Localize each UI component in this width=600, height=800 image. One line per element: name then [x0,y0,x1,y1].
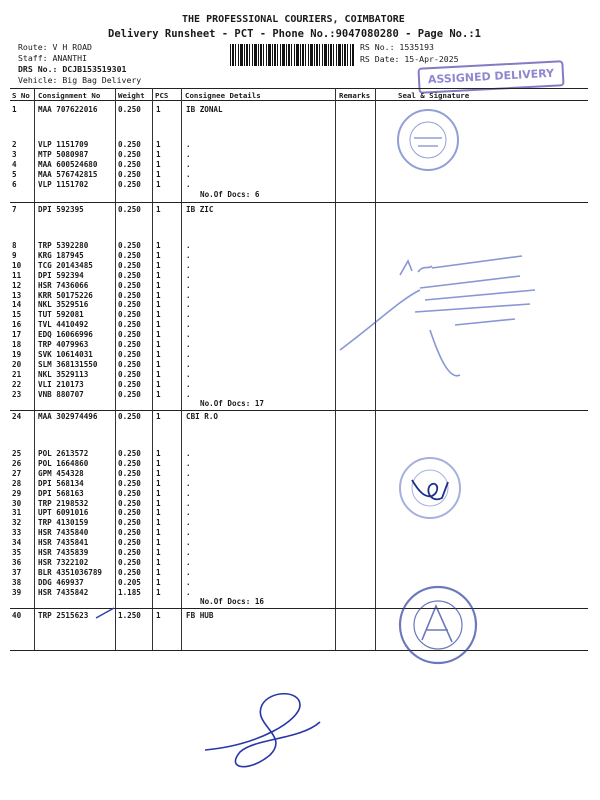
row-consignment-no: DPI 568163 [38,488,84,498]
col-header-remarks: Remarks [339,91,371,100]
row-consignee-dot: . [186,577,191,587]
row-consignment-no: TRP 4079963 [38,340,89,349]
row-consignee-dot: . [186,548,191,557]
row-consignment-no: TRP 5392280 [38,241,89,250]
row-pcs: 1 [156,340,161,349]
row-sno: 22 [12,379,22,389]
row-consignee-dot: . [186,528,191,538]
row-consignment-no: NKL 3529113 [38,369,89,379]
row-consignee-dot: . [186,488,191,498]
row-consignee: IB ZIC [186,205,214,214]
row-consignee-dot: . [186,280,191,290]
row-consignee-dot: . [186,518,191,528]
row-weight: 0.250 [118,270,141,280]
bottom-signature [205,694,320,767]
row-consignment-no: TRP 2198532 [38,498,89,508]
row-sno: 20 [12,359,22,369]
row-sno: 28 [12,478,22,488]
row-sno: 5 [12,169,17,179]
row-sno: 1 [12,105,17,114]
row-weight: 0.250 [118,140,141,149]
row-consignment-no: DPI 592394 [38,270,84,280]
row-pcs: 1 [156,359,161,369]
row-consignee-dot: . [186,508,191,518]
runsheet-subtitle: Delivery Runsheet - PCT - Phone No.:9047080280 - Page No.:1 [108,28,481,40]
row-pcs: 1 [156,349,161,359]
row-consignment-no: KRR 50175226 [38,290,93,300]
col-header-sno: S No [12,91,30,100]
row-consignee-dot: . [186,449,191,458]
group-docs-count: No.Of Docs: 6 [200,190,260,199]
row-consignment-no: POL 1664860 [38,458,89,468]
row-sno: 10 [12,260,22,270]
row-consignment-no: MAA 600524680 [38,159,98,169]
row-consignee-dot: . [186,310,191,320]
row-consignment-no: TRP 4130159 [38,518,89,528]
row-sno: 27 [12,468,22,478]
row-weight: 0.250 [118,340,141,349]
row-consignee-dot: . [186,260,191,270]
row-consignment-no: NKL 3529516 [38,300,89,310]
row-sno: 3 [12,149,17,159]
row-consignee-dot: . [186,140,191,149]
row-pcs: 1 [156,412,161,421]
col-header-consignee: Consignee Details [185,91,261,100]
row-weight: 1.250 [118,611,141,620]
row-consignee-dot: . [186,359,191,369]
row-pcs: 1 [156,528,161,538]
row-pcs: 1 [156,205,161,214]
row-weight: 0.250 [118,478,141,488]
row-consignment-no: DPI 592395 [38,205,84,214]
row-pcs: 1 [156,140,161,149]
row-sno: 9 [12,250,17,260]
row-sno: 31 [12,508,22,518]
row-consignment-no: POL 2613572 [38,449,89,458]
row-sno: 2 [12,140,17,149]
row-sno: 25 [12,449,22,458]
row-sno: 8 [12,241,17,250]
row-consignment-no: HSR 7435840 [38,528,89,538]
row-pcs: 1 [156,149,161,159]
row-pcs: 1 [156,567,161,577]
row-pcs: 1 [156,105,161,114]
row-sno: 17 [12,330,22,340]
row-consignee-dot: . [186,159,191,169]
row-sno: 33 [12,528,22,538]
handwritten-tick [96,608,114,618]
row-sno: 35 [12,548,22,557]
row-sno: 32 [12,518,22,528]
row-consignee-dot: . [186,320,191,330]
row-weight: 0.250 [118,300,141,310]
row-consignment-no: VLI 210173 [38,379,84,389]
row-weight: 1.185 [118,587,141,597]
row-pcs: 1 [156,330,161,340]
row-weight: 0.250 [118,330,141,340]
row-pcs: 1 [156,270,161,280]
row-pcs: 1 [156,557,161,567]
row-consignment-no: TRP 2515623 [38,611,89,620]
row-sno: 36 [12,557,22,567]
row-sno: 12 [12,280,22,290]
drs-label: DRS No.: DCJB153519301 [18,64,127,74]
row-weight: 0.250 [118,557,141,567]
row-pcs: 1 [156,290,161,300]
company-title: THE PROFESSIONAL COURIERS, COIMBATORE [182,14,405,25]
row-weight: 0.250 [118,379,141,389]
row-pcs: 1 [156,320,161,330]
row-consignment-no: HSR 7435842 [38,587,89,597]
row-weight: 0.250 [118,149,141,159]
group-docs-count: No.Of Docs: 17 [200,399,265,408]
row-consignment-no: TVL 4410492 [38,320,89,330]
row-pcs: 1 [156,389,161,399]
row-sno: 40 [12,611,22,620]
row-consignee-dot: . [186,250,191,260]
staff-label: Staff: ANANTHI [18,53,88,63]
row-pcs: 1 [156,518,161,528]
row-consignment-no: HSR 7435839 [38,548,89,557]
row-pcs: 1 [156,508,161,518]
row-consignment-no: HSR 7435841 [38,538,89,548]
row-pcs: 1 [156,300,161,310]
row-weight: 0.250 [118,205,141,214]
row-sno: 26 [12,458,22,468]
rs-date: RS Date: 15-Apr-2025 [360,54,459,64]
row-sno: 4 [12,159,17,169]
row-pcs: 1 [156,280,161,290]
row-weight: 0.250 [118,241,141,250]
row-consignment-no: VLP 1151709 [38,140,89,149]
row-sno: 21 [12,369,22,379]
row-consignee: IB ZONAL [186,105,223,114]
row-consignment-no: DDG 469937 [38,577,84,587]
row-consignment-no: EDQ 16066996 [38,330,93,340]
row-weight: 0.250 [118,548,141,557]
row-weight: 0.250 [118,567,141,577]
signature-mark [412,480,448,499]
row-weight: 0.250 [118,389,141,399]
row-weight: 0.250 [118,105,141,114]
row-pcs: 1 [156,159,161,169]
row-weight: 0.250 [118,280,141,290]
col-header-seal: Seal & Signature [398,91,470,100]
row-sno: 7 [12,205,17,214]
row-weight: 0.205 [118,577,141,587]
vehicle-label: Vehicle: Big Bag Delivery [18,75,142,85]
row-weight: 0.250 [118,488,141,498]
col-header-consignment: Consignment No [38,91,101,100]
row-consignee-dot: . [186,300,191,310]
row-sno: 14 [12,300,22,310]
row-consignment-no: BLR 4351036789 [38,567,103,577]
bank-seal-stamp [398,110,458,170]
row-sno: 18 [12,340,22,349]
row-sno: 11 [12,270,22,280]
row-consignee-dot: . [186,369,191,379]
row-consignee-dot: . [186,290,191,300]
row-consignee-dot: . [186,587,191,597]
row-consignee: CBI R.O [186,412,219,421]
row-consignment-no: HSR 7322102 [38,557,89,567]
row-consignment-no: UPT 6091016 [38,508,89,518]
row-pcs: 1 [156,548,161,557]
row-consignment-no: HSR 7436066 [38,280,89,290]
row-consignment-no: TCG 20143485 [38,260,93,270]
row-consignment-no: KRG 187945 [38,250,84,260]
row-consignee-dot: . [186,149,191,159]
row-consignee: FB HUB [186,611,214,620]
row-consignee-dot: . [186,169,191,179]
row-consignee-dot: . [186,330,191,340]
col-header-pcs: PCS [155,91,169,100]
row-sno: 15 [12,310,22,320]
row-pcs: 1 [156,488,161,498]
row-consignment-no: MTP 5080987 [38,149,89,159]
row-pcs: 1 [156,260,161,270]
row-pcs: 1 [156,577,161,587]
row-pcs: 1 [156,587,161,597]
row-weight: 0.250 [118,359,141,369]
row-weight: 0.250 [118,179,141,189]
row-weight: 0.250 [118,458,141,468]
row-pcs: 1 [156,478,161,488]
row-consignee-dot: . [186,538,191,548]
row-weight: 0.250 [118,498,141,508]
row-weight: 0.250 [118,528,141,538]
row-pcs: 1 [156,458,161,468]
row-consignee-dot: . [186,478,191,488]
row-weight: 0.250 [118,159,141,169]
row-sno: 19 [12,349,22,359]
row-pcs: 1 [156,241,161,250]
row-sno: 24 [12,412,22,421]
row-sno: 23 [12,389,22,399]
row-consignee-dot: . [186,379,191,389]
row-consignee-dot: . [186,179,191,189]
group-docs-count: No.Of Docs: 16 [200,597,265,606]
row-consignment-no: MAA 707622016 [38,105,98,114]
row-sno: 16 [12,320,22,330]
row-weight: 0.250 [118,449,141,458]
row-sno: 29 [12,488,22,498]
row-pcs: 1 [156,250,161,260]
inspection-centre-stamp [340,256,535,376]
row-weight: 0.250 [118,310,141,320]
row-weight: 0.250 [118,290,141,300]
row-consignment-no: VLP 1151702 [38,179,89,189]
row-consignment-no: GPM 454328 [38,468,84,478]
bank-seal-stamp [400,458,460,518]
row-consignee-dot: . [186,567,191,577]
row-sno: 39 [12,587,22,597]
rs-number: RS No.: 1535193 [360,42,434,52]
row-consignment-no: SLM 368131550 [38,359,98,369]
row-weight: 0.250 [118,468,141,478]
federal-bank-seal-stamp [400,587,476,663]
row-sno: 38 [12,577,22,587]
row-pcs: 1 [156,468,161,478]
row-pcs: 1 [156,611,161,620]
row-pcs: 1 [156,179,161,189]
row-consignee-dot: . [186,458,191,468]
row-sno: 37 [12,567,22,577]
row-weight: 0.250 [118,538,141,548]
row-pcs: 1 [156,310,161,320]
row-consignee-dot: . [186,498,191,508]
row-weight: 0.250 [118,508,141,518]
row-weight: 0.250 [118,250,141,260]
row-sno: 6 [12,179,17,189]
row-consignee-dot: . [186,241,191,250]
row-consignment-no: VNB 880707 [38,389,84,399]
row-weight: 0.250 [118,518,141,528]
row-consignee-dot: . [186,389,191,399]
row-weight: 0.250 [118,169,141,179]
row-consignee-dot: . [186,557,191,567]
row-pcs: 1 [156,449,161,458]
row-consignment-no: SVK 10614031 [38,349,93,359]
row-pcs: 1 [156,538,161,548]
row-consignment-no: TUT 592081 [38,310,84,320]
assigned-delivery-stamp: ASSIGNED DELIVERY [417,60,564,94]
row-sno: 34 [12,538,22,548]
row-sno: 13 [12,290,22,300]
row-consignee-dot: . [186,349,191,359]
row-pcs: 1 [156,498,161,508]
row-consignee-dot: . [186,468,191,478]
row-consignment-no: MAA 302974496 [38,412,98,421]
row-consignee-dot: . [186,270,191,280]
row-consignment-no: MAA 576742815 [38,169,98,179]
row-pcs: 1 [156,379,161,389]
row-weight: 0.250 [118,320,141,330]
route-label: Route: V H ROAD [18,42,92,52]
row-consignee-dot: . [186,340,191,349]
row-weight: 0.250 [118,260,141,270]
row-weight: 0.250 [118,412,141,421]
row-pcs: 1 [156,369,161,379]
col-header-weight: Weight [118,91,145,100]
row-pcs: 1 [156,169,161,179]
row-consignment-no: DPI 568134 [38,478,84,488]
row-sno: 30 [12,498,22,508]
row-weight: 0.250 [118,349,141,359]
row-weight: 0.250 [118,369,141,379]
